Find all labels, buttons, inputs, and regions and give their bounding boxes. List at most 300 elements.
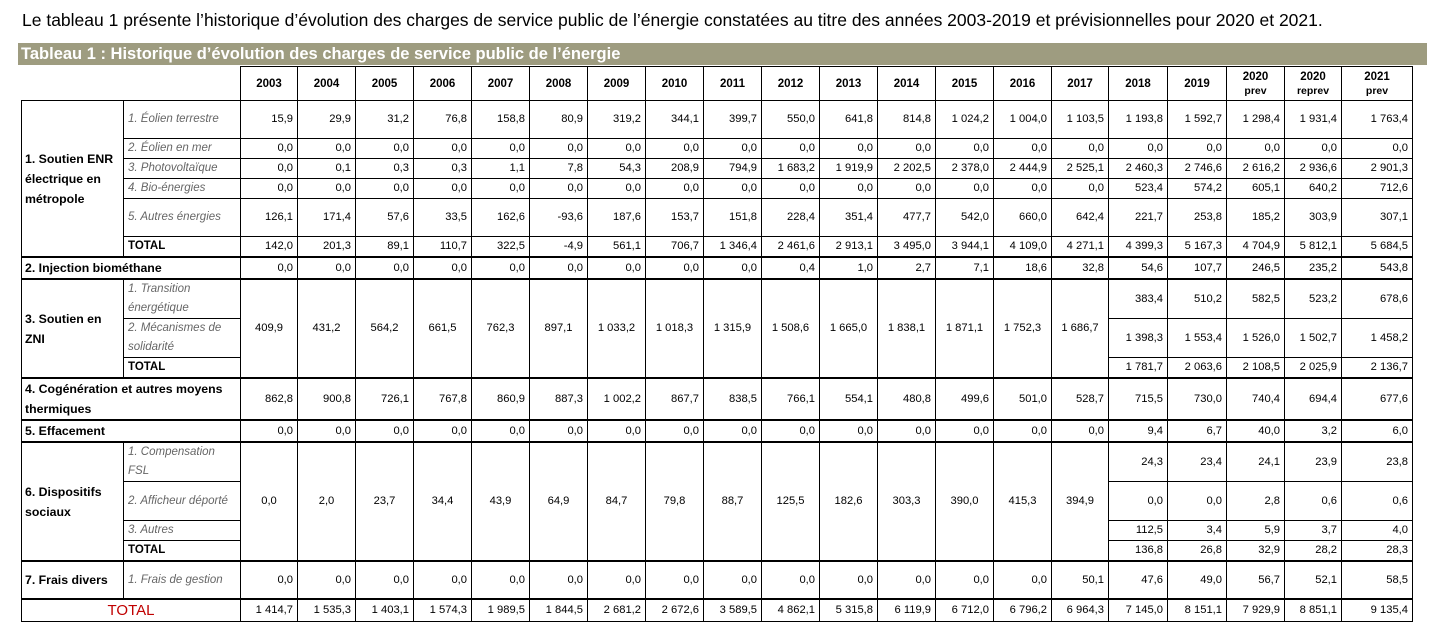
value-cell: 480,8: [878, 378, 936, 420]
value-cell: 0,0: [1052, 179, 1109, 199]
year-header: 2019: [1168, 67, 1227, 101]
value-cell: 1 018,3: [646, 279, 704, 378]
value-cell: 0,0: [646, 420, 704, 442]
value-cell: 0,0: [588, 179, 646, 199]
year-header: 2020 prev: [1227, 67, 1285, 101]
value-cell: 0,0: [820, 179, 878, 199]
value-cell: 0,0: [994, 420, 1052, 442]
value-cell: -4,9: [530, 237, 588, 258]
value-cell: 677,6: [1342, 378, 1413, 420]
value-cell: 107,7: [1168, 257, 1227, 279]
value-cell: 762,3: [472, 279, 530, 378]
value-cell: 0,0: [588, 561, 646, 599]
row-label: 5. Autres énergies: [124, 199, 241, 237]
value-cell: 660,0: [994, 199, 1052, 237]
value-cell: 678,6: [1342, 279, 1413, 319]
value-cell: 0,0: [646, 561, 704, 599]
value-cell: 32,8: [1052, 257, 1109, 279]
value-cell: 6,7: [1168, 420, 1227, 442]
value-cell: 0,0: [1168, 139, 1227, 159]
value-cell: 0,0: [414, 561, 472, 599]
value-cell: 89,1: [356, 237, 414, 258]
value-cell: 0,0: [530, 561, 588, 599]
value-cell: 3 589,5: [704, 599, 762, 621]
value-cell: 0,0: [530, 420, 588, 442]
value-cell: 767,8: [414, 378, 472, 420]
value-cell: 88,7: [704, 442, 762, 561]
value-cell: 351,4: [820, 199, 878, 237]
value-cell: 221,7: [1109, 199, 1168, 237]
total-label: TOTAL: [124, 237, 241, 258]
grand-total-label: TOTAL: [22, 599, 241, 621]
value-cell: 0,0: [472, 257, 530, 279]
value-cell: 322,5: [472, 237, 530, 258]
value-cell: 2 063,6: [1168, 358, 1227, 379]
value-cell: 307,1: [1342, 199, 1413, 237]
section2-row: [22, 257, 1413, 279]
section1-row: [22, 179, 1413, 199]
value-cell: 0,0: [356, 179, 414, 199]
value-cell: 58,5: [1342, 561, 1413, 599]
year-header: 2011: [704, 67, 762, 101]
value-cell: 2 444,9: [994, 159, 1052, 179]
value-cell: 253,8: [1168, 199, 1227, 237]
value-cell: 0,0: [356, 139, 414, 159]
value-cell: 0,0: [414, 139, 472, 159]
value-cell: 6 964,3: [1052, 599, 1109, 621]
value-cell: 6 712,0: [936, 599, 994, 621]
value-cell: 0,0: [936, 179, 994, 199]
value-cell: 1 535,3: [298, 599, 356, 621]
row-label: 1. Compensation FSL: [124, 442, 241, 482]
value-cell: 2,8: [1227, 482, 1285, 521]
value-cell: 29,9: [298, 101, 356, 139]
value-cell: 394,9: [1052, 442, 1109, 561]
value-cell: 228,4: [762, 199, 820, 237]
section-label: 2. Injection biométhane: [22, 257, 241, 279]
value-cell: 2 460,3: [1109, 159, 1168, 179]
value-cell: 2 461,6: [762, 237, 820, 258]
value-cell: 0,0: [646, 179, 704, 199]
value-cell: 4 399,3: [1109, 237, 1168, 258]
year-header: 2016: [994, 67, 1052, 101]
value-cell: 0,0: [1109, 482, 1168, 521]
value-cell: 0,0: [704, 257, 762, 279]
year-header: 2014: [878, 67, 936, 101]
value-cell: 153,7: [646, 199, 704, 237]
value-cell: 171,4: [298, 199, 356, 237]
value-cell: 1 024,2: [936, 101, 994, 139]
value-cell: 2 202,5: [878, 159, 936, 179]
value-cell: 1 989,5: [472, 599, 530, 621]
value-cell: 0,0: [994, 139, 1052, 159]
value-cell: 550,0: [762, 101, 820, 139]
section-label: 3. Soutien en ZNI: [22, 279, 124, 378]
value-cell: 862,8: [241, 378, 298, 420]
value-cell: 399,7: [704, 101, 762, 139]
value-cell: 0,0: [994, 561, 1052, 599]
table-title: Tableau 1 : Historique d’évolution des charges de service public de l’énergie: [18, 43, 1427, 65]
value-cell: 84,7: [588, 442, 646, 561]
value-cell: 0,0: [241, 159, 298, 179]
value-cell: 303,3: [878, 442, 936, 561]
row-label: 1. Transition énergétique: [124, 279, 241, 319]
value-cell: 56,7: [1227, 561, 1285, 599]
value-cell: 0,0: [298, 179, 356, 199]
value-cell: 1 033,2: [588, 279, 646, 378]
value-cell: 1 298,4: [1227, 101, 1285, 139]
value-cell: 740,4: [1227, 378, 1285, 420]
value-cell: 246,5: [1227, 257, 1285, 279]
value-cell: 0,0: [820, 420, 878, 442]
value-cell: 2 136,7: [1342, 358, 1413, 379]
value-cell: 1,1: [472, 159, 530, 179]
value-cell: 510,2: [1168, 279, 1227, 319]
value-cell: 0,0: [241, 442, 298, 561]
value-cell: 0,0: [414, 257, 472, 279]
value-cell: 2 108,5: [1227, 358, 1285, 379]
value-cell: 33,5: [414, 199, 472, 237]
value-cell: 7,8: [530, 159, 588, 179]
value-cell: 344,1: [646, 101, 704, 139]
total-label: TOTAL: [124, 541, 241, 562]
value-cell: 1 665,0: [820, 279, 878, 378]
value-cell: 0,0: [588, 257, 646, 279]
section1-row: [22, 101, 1413, 139]
value-cell: 2 025,9: [1285, 358, 1342, 379]
value-cell: 2 746,6: [1168, 159, 1227, 179]
value-cell: 0,0: [878, 561, 936, 599]
value-cell: 715,5: [1109, 378, 1168, 420]
year-header: 2013: [820, 67, 878, 101]
header-blank: [22, 67, 241, 101]
value-cell: 383,4: [1109, 279, 1168, 319]
value-cell: 0,0: [298, 420, 356, 442]
value-cell: 0,0: [588, 420, 646, 442]
value-cell: 54,3: [588, 159, 646, 179]
value-cell: 0,0: [936, 139, 994, 159]
value-cell: 0,0: [762, 139, 820, 159]
value-cell: 158,8: [472, 101, 530, 139]
section-label: 7. Frais divers: [22, 561, 124, 599]
value-cell: 794,9: [704, 159, 762, 179]
value-cell: 0,0: [530, 179, 588, 199]
section1-row: [22, 159, 1413, 179]
value-cell: 49,0: [1168, 561, 1227, 599]
value-cell: 582,5: [1227, 279, 1285, 319]
value-cell: 31,2: [356, 101, 414, 139]
value-cell: 50,1: [1052, 561, 1109, 599]
value-cell: 766,1: [762, 378, 820, 420]
value-cell: 0,6: [1342, 482, 1413, 521]
value-cell: 6 796,2: [994, 599, 1052, 621]
value-cell: 431,2: [298, 279, 356, 378]
value-cell: 542,0: [936, 199, 994, 237]
value-cell: 5,9: [1227, 521, 1285, 541]
section1-total-row: [22, 237, 1413, 258]
section-label: 1. Soutien ENR électrique en métropole: [22, 101, 124, 258]
year-header: 2009: [588, 67, 646, 101]
value-cell: 0,0: [530, 139, 588, 159]
value-cell: 641,8: [820, 101, 878, 139]
value-cell: 9 135,4: [1342, 599, 1413, 621]
value-cell: 0,0: [1227, 139, 1285, 159]
value-cell: 5 167,3: [1168, 237, 1227, 258]
value-cell: 142,0: [241, 237, 298, 258]
value-cell: 2 672,6: [646, 599, 704, 621]
value-cell: 1,0: [820, 257, 878, 279]
row-label: 4. Bio-énergies: [124, 179, 241, 199]
value-cell: 523,4: [1109, 179, 1168, 199]
value-cell: 3 495,0: [878, 237, 936, 258]
value-cell: 0,0: [1285, 139, 1342, 159]
value-cell: 4 862,1: [762, 599, 820, 621]
value-cell: 0,0: [241, 561, 298, 599]
value-cell: 1 838,1: [878, 279, 936, 378]
value-cell: 730,0: [1168, 378, 1227, 420]
row-label: 1. Éolien terrestre: [124, 101, 241, 139]
value-cell: 477,7: [878, 199, 936, 237]
value-cell: 0,0: [414, 179, 472, 199]
value-cell: 0,0: [878, 179, 936, 199]
value-cell: 3,4: [1168, 521, 1227, 541]
value-cell: 1 781,7: [1109, 358, 1168, 379]
value-cell: 726,1: [356, 378, 414, 420]
value-cell: 554,1: [820, 378, 878, 420]
value-cell: 9,4: [1109, 420, 1168, 442]
value-cell: 0,0: [878, 420, 936, 442]
value-cell: 712,6: [1342, 179, 1413, 199]
value-cell: 605,1: [1227, 179, 1285, 199]
value-cell: 1 763,4: [1342, 101, 1413, 139]
value-cell: 4,0: [1342, 521, 1413, 541]
value-cell: 8 851,1: [1285, 599, 1342, 621]
value-cell: 0,0: [762, 420, 820, 442]
value-cell: 57,6: [356, 199, 414, 237]
value-cell: 0,0: [704, 139, 762, 159]
row-label: 3. Autres: [124, 521, 241, 541]
value-cell: 1 526,0: [1227, 319, 1285, 358]
value-cell: 0,0: [472, 139, 530, 159]
value-cell: 8 151,1: [1168, 599, 1227, 621]
section5-row: [22, 420, 1413, 442]
value-cell: 0,0: [588, 139, 646, 159]
year-header: 2003: [241, 67, 298, 101]
value-cell: 80,9: [530, 101, 588, 139]
section6-row: [22, 442, 1413, 482]
value-cell: 3,2: [1285, 420, 1342, 442]
value-cell: 1 346,4: [704, 237, 762, 258]
value-cell: 110,7: [414, 237, 472, 258]
value-cell: 47,6: [1109, 561, 1168, 599]
value-cell: 28,2: [1285, 541, 1342, 562]
value-cell: 409,9: [241, 279, 298, 378]
value-cell: 125,5: [762, 442, 820, 561]
value-cell: 4 109,0: [994, 237, 1052, 258]
value-cell: 0,0: [1168, 482, 1227, 521]
year-header: 2006: [414, 67, 472, 101]
value-cell: 1 844,5: [530, 599, 588, 621]
row-label: 3. Photovoltaïque: [124, 159, 241, 179]
value-cell: 0,0: [414, 420, 472, 442]
value-cell: 390,0: [936, 442, 994, 561]
value-cell: 574,2: [1168, 179, 1227, 199]
value-cell: 182,6: [820, 442, 878, 561]
section1-row: [22, 139, 1413, 159]
value-cell: 814,8: [878, 101, 936, 139]
value-cell: 0,0: [298, 139, 356, 159]
value-cell: 694,4: [1285, 378, 1342, 420]
value-cell: 0,0: [298, 257, 356, 279]
value-cell: 706,7: [646, 237, 704, 258]
value-cell: 2 936,6: [1285, 159, 1342, 179]
value-cell: 3 944,1: [936, 237, 994, 258]
value-cell: 561,1: [588, 237, 646, 258]
value-cell: 860,9: [472, 378, 530, 420]
value-cell: 1 592,7: [1168, 101, 1227, 139]
value-cell: 642,4: [1052, 199, 1109, 237]
value-cell: 76,8: [414, 101, 472, 139]
value-cell: 23,8: [1342, 442, 1413, 482]
value-cell: 0,0: [646, 139, 704, 159]
year-header: 2008: [530, 67, 588, 101]
row-label: 2. Afficheur déporté: [124, 482, 241, 521]
value-cell: 1 103,5: [1052, 101, 1109, 139]
section-label: 4. Cogénération et autres moyens thermiques: [22, 378, 241, 420]
year-header: 2004: [298, 67, 356, 101]
value-cell: 1 458,2: [1342, 319, 1413, 358]
value-cell: 1 553,4: [1168, 319, 1227, 358]
value-cell: 43,9: [472, 442, 530, 561]
year-header: 2010: [646, 67, 704, 101]
value-cell: 2,0: [298, 442, 356, 561]
value-cell: 0,0: [356, 420, 414, 442]
value-cell: 897,1: [530, 279, 588, 378]
year-header: 2017: [1052, 67, 1109, 101]
value-cell: 64,9: [530, 442, 588, 561]
value-cell: 6,0: [1342, 420, 1413, 442]
value-cell: 0,4: [762, 257, 820, 279]
value-cell: 2 681,2: [588, 599, 646, 621]
section7-row: [22, 561, 1413, 599]
value-cell: 24,1: [1227, 442, 1285, 482]
value-cell: 0,0: [472, 420, 530, 442]
year-header: 2007: [472, 67, 530, 101]
value-cell: 23,7: [356, 442, 414, 561]
value-cell: 523,2: [1285, 279, 1342, 319]
value-cell: 0,0: [1052, 420, 1109, 442]
value-cell: 208,9: [646, 159, 704, 179]
value-cell: 1 315,9: [704, 279, 762, 378]
value-cell: 235,2: [1285, 257, 1342, 279]
value-cell: 0,0: [472, 561, 530, 599]
value-cell: 1 752,3: [994, 279, 1052, 378]
value-cell: 5 315,8: [820, 599, 878, 621]
value-cell: 4 704,9: [1227, 237, 1285, 258]
value-cell: 0,3: [356, 159, 414, 179]
value-cell: 185,2: [1227, 199, 1285, 237]
value-cell: 34,4: [414, 442, 472, 561]
value-cell: 499,6: [936, 378, 994, 420]
grand-total-row: [22, 599, 1413, 621]
value-cell: 0,1: [298, 159, 356, 179]
value-cell: 1 686,7: [1052, 279, 1109, 378]
value-cell: 2 616,2: [1227, 159, 1285, 179]
value-cell: 501,0: [994, 378, 1052, 420]
value-cell: 867,7: [646, 378, 704, 420]
section1-row: [22, 199, 1413, 237]
value-cell: 0,0: [936, 561, 994, 599]
value-cell: 887,3: [530, 378, 588, 420]
value-cell: 28,3: [1342, 541, 1413, 562]
value-cell: 0,0: [241, 179, 298, 199]
value-cell: 661,5: [414, 279, 472, 378]
value-cell: 5 684,5: [1342, 237, 1413, 258]
value-cell: 0,0: [936, 420, 994, 442]
value-cell: 415,3: [994, 442, 1052, 561]
value-cell: 1 508,6: [762, 279, 820, 378]
value-cell: 0,0: [356, 257, 414, 279]
value-cell: 187,6: [588, 199, 646, 237]
value-cell: 24,3: [1109, 442, 1168, 482]
value-cell: 0,0: [1342, 139, 1413, 159]
value-cell: 319,2: [588, 101, 646, 139]
value-cell: 52,1: [1285, 561, 1342, 599]
value-cell: 528,7: [1052, 378, 1109, 420]
value-cell: 4 271,1: [1052, 237, 1109, 258]
value-cell: 23,9: [1285, 442, 1342, 482]
value-cell: 1 871,1: [936, 279, 994, 378]
value-cell: 1 683,2: [762, 159, 820, 179]
value-cell: 0,0: [241, 257, 298, 279]
value-cell: 0,0: [356, 561, 414, 599]
section3-row: [22, 279, 1413, 319]
section-label: 6. Dispositifs sociaux: [22, 442, 124, 561]
year-header: 2012: [762, 67, 820, 101]
value-cell: 0,0: [704, 179, 762, 199]
value-cell: 0,0: [762, 561, 820, 599]
value-cell: 1 403,1: [356, 599, 414, 621]
section4-row: [22, 378, 1413, 420]
value-cell: 162,6: [472, 199, 530, 237]
value-cell: 201,3: [298, 237, 356, 258]
value-cell: 2 525,1: [1052, 159, 1109, 179]
value-cell: 0,6: [1285, 482, 1342, 521]
section-label: 5. Effacement: [22, 420, 241, 442]
value-cell: 126,1: [241, 199, 298, 237]
value-cell: 40,0: [1227, 420, 1285, 442]
year-header: 2018: [1109, 67, 1168, 101]
value-cell: 838,5: [704, 378, 762, 420]
value-cell: 6 119,9: [878, 599, 936, 621]
value-cell: 0,0: [1052, 139, 1109, 159]
value-cell: 23,4: [1168, 442, 1227, 482]
value-cell: 32,9: [1227, 541, 1285, 562]
value-cell: 15,9: [241, 101, 298, 139]
value-cell: 0,0: [878, 139, 936, 159]
row-label: 2. Mécanismes de solidarité: [124, 319, 241, 358]
year-header: 2020 reprev: [1285, 67, 1342, 101]
value-cell: 79,8: [646, 442, 704, 561]
year-header: 2005: [356, 67, 414, 101]
value-cell: 0,0: [472, 179, 530, 199]
value-cell: 2 901,3: [1342, 159, 1413, 179]
value-cell: 564,2: [356, 279, 414, 378]
value-cell: 1 004,0: [994, 101, 1052, 139]
value-cell: 151,8: [704, 199, 762, 237]
header-row: [22, 67, 1413, 101]
value-cell: 1 574,3: [414, 599, 472, 621]
